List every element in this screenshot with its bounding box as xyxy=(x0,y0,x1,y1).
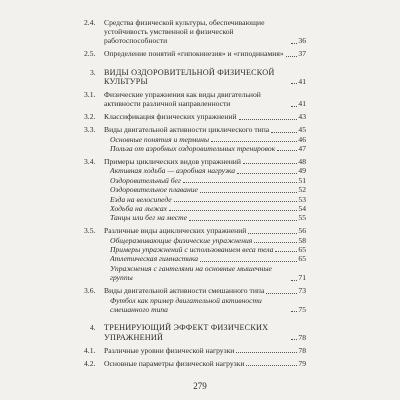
toc-entry-title: Различные уровни физической нагрузки xyxy=(104,345,235,355)
toc-entry-page: 78 xyxy=(298,332,306,342)
dot-leader xyxy=(291,339,297,340)
toc-entry xyxy=(84,226,306,235)
toc-entry-title: Основные понятия и термины xyxy=(110,134,210,144)
dot-leader xyxy=(275,251,297,252)
toc-entry-page: 48 xyxy=(298,156,306,166)
dot-leader xyxy=(286,56,298,57)
toc-entry xyxy=(84,254,306,263)
toc-entry-number: 3.1. xyxy=(84,89,96,99)
toc-entry xyxy=(84,323,306,342)
dot-leader xyxy=(246,365,297,366)
page-number: 279 xyxy=(193,381,207,391)
toc-entry-title: Ходьба на лыжах xyxy=(110,203,168,213)
toc-entry-page: 36 xyxy=(298,36,306,46)
dot-leader xyxy=(174,201,298,202)
toc-entry-page: 51 xyxy=(298,175,306,185)
dot-leader xyxy=(277,150,297,151)
toc-entry-page: 41 xyxy=(298,77,306,87)
dot-leader xyxy=(271,132,297,133)
toc-entry-number: 3.2. xyxy=(84,112,96,122)
toc-entry-title: Различные виды ациклических упражнений xyxy=(104,226,247,236)
toc-entry-number: 3.6. xyxy=(84,286,96,296)
toc-entry-title: Общеразвивающие физические упражнения xyxy=(110,235,253,245)
toc-entry xyxy=(84,166,306,175)
toc-entry xyxy=(84,346,306,355)
toc-entry-page: 45 xyxy=(298,125,306,135)
dot-leader xyxy=(239,119,298,120)
toc-entry xyxy=(84,135,306,144)
toc-entry-title: Примеры упражнений с использованием веса тела xyxy=(110,245,274,255)
toc-entry-number: 3. xyxy=(90,67,96,77)
toc-entry-page: 46 xyxy=(298,134,306,144)
toc-entry-title: Активная ходьба — аэробная нагрузка xyxy=(110,166,236,176)
toc-entry-page: 41 xyxy=(298,99,306,109)
toc-entry xyxy=(84,112,306,121)
toc-entry xyxy=(84,49,306,58)
toc-entry-title: Упражнения с гантелями на основные мышечные группы xyxy=(110,263,272,283)
toc-entry xyxy=(84,185,306,194)
table-of-contents xyxy=(84,14,306,368)
dot-leader xyxy=(200,192,297,193)
toc-entry-number: 4.1. xyxy=(84,345,96,355)
dot-leader xyxy=(189,220,297,221)
toc-entry-page: 49 xyxy=(298,166,306,176)
toc-entry xyxy=(84,296,306,315)
toc-entry-title: Примеры циклических видов упражнений xyxy=(104,156,241,166)
dot-leader xyxy=(211,141,297,142)
toc-entry xyxy=(84,213,306,222)
toc-entry-number: 3.5. xyxy=(84,226,96,236)
toc-entry-page: 53 xyxy=(298,194,306,204)
toc-entry-number: 3.3. xyxy=(84,125,96,135)
toc-entry-title: Польза от аэробных оздоровительных тренировок xyxy=(110,143,276,153)
toc-entry xyxy=(84,18,306,46)
toc-entry-title: Танцы или бег на месте xyxy=(110,213,188,223)
dot-leader xyxy=(291,280,297,281)
dot-leader xyxy=(254,242,297,243)
toc-entry xyxy=(84,236,306,245)
toc-entry xyxy=(84,176,306,185)
toc-entry-title: Основные параметры физической нагрузки xyxy=(104,358,245,368)
toc-entry-title: Средства физической культуры, обеспечивающие устойчивость умственной и физической работоспособности xyxy=(104,17,265,46)
toc-entry-title: Оздоровительное плавание xyxy=(110,185,198,195)
toc-entry-title: Виды двигательной активности циклического типа xyxy=(104,125,270,135)
toc-entry-page: 65 xyxy=(298,254,306,264)
dot-leader xyxy=(243,163,298,164)
toc-entry-page: 52 xyxy=(298,185,306,195)
toc-entry xyxy=(84,264,306,283)
dot-leader xyxy=(237,173,297,174)
toc-entry-title: Физические упражнения как виды двигательной активности различной направленности xyxy=(104,89,261,109)
toc-entry-page: 43 xyxy=(298,112,306,122)
toc-entry xyxy=(84,157,306,166)
toc-entry-page: 65 xyxy=(298,245,306,255)
toc-entry-page: 79 xyxy=(298,358,306,368)
toc-entry-number: 4. xyxy=(90,323,96,333)
toc-entry-page: 37 xyxy=(298,49,306,59)
toc-entry xyxy=(84,286,306,295)
toc-entry xyxy=(84,125,306,134)
toc-entry-title: Классификация физических упражнений xyxy=(104,112,237,122)
toc-entry-title: ТРЕНИРУЮЩИЙ ЭФФЕКТ ФИЗИЧЕСКИХ УПРАЖНЕНИЙ xyxy=(104,323,269,342)
dot-leader xyxy=(291,106,297,107)
toc-entry xyxy=(84,195,306,204)
dot-leader xyxy=(266,293,297,294)
toc-entry-number: 2.4. xyxy=(84,17,96,27)
toc-entry-page: 47 xyxy=(298,143,306,153)
toc-entry xyxy=(84,245,306,254)
toc-entry-title: Атлетическая гимнастика xyxy=(110,254,199,264)
dot-leader xyxy=(236,352,297,353)
dot-leader xyxy=(291,43,297,44)
toc-entry-title: Виды двигательной активности смешанного типа xyxy=(104,286,265,296)
toc-entry-page: 54 xyxy=(298,203,306,213)
toc-entry-page: 78 xyxy=(298,345,306,355)
dot-leader xyxy=(248,233,297,234)
toc-entry xyxy=(84,90,306,109)
toc-entry-number: 2.5. xyxy=(84,49,96,59)
toc-entry-title: ВИДЫ ОЗДОРОВИТЕЛЬНОЙ ФИЗИЧЕСКОЙ КУЛЬТУРЫ xyxy=(104,67,275,87)
toc-entry-number: 4.2. xyxy=(84,358,96,368)
dot-leader xyxy=(291,83,297,84)
toc-entry-title: Определение понятий «гипокинезия» и «гиподинамия» xyxy=(104,49,284,59)
toc-entry-page: 75 xyxy=(298,304,306,314)
toc-entry-page: 55 xyxy=(298,213,306,223)
toc-entry xyxy=(84,204,306,213)
toc-entry-page: 73 xyxy=(298,286,306,296)
dot-leader xyxy=(291,311,297,312)
toc-entry-page: 58 xyxy=(298,235,306,245)
toc-entry xyxy=(84,144,306,153)
toc-entry-page: 71 xyxy=(298,273,306,283)
toc-entry xyxy=(84,68,306,87)
dot-leader xyxy=(200,261,297,262)
dot-leader xyxy=(183,182,298,183)
toc-entry-page: 56 xyxy=(298,226,306,236)
toc-entry-title: Футбол как пример двигательной активности смешанного типа xyxy=(110,295,262,314)
toc-entry xyxy=(84,359,306,368)
dot-leader xyxy=(169,210,297,211)
toc-entry-title: Оздоровительный бег xyxy=(110,175,181,185)
toc-entry-title: Езда на велосипеде xyxy=(110,194,172,204)
toc-entry-number: 3.4. xyxy=(84,156,96,166)
